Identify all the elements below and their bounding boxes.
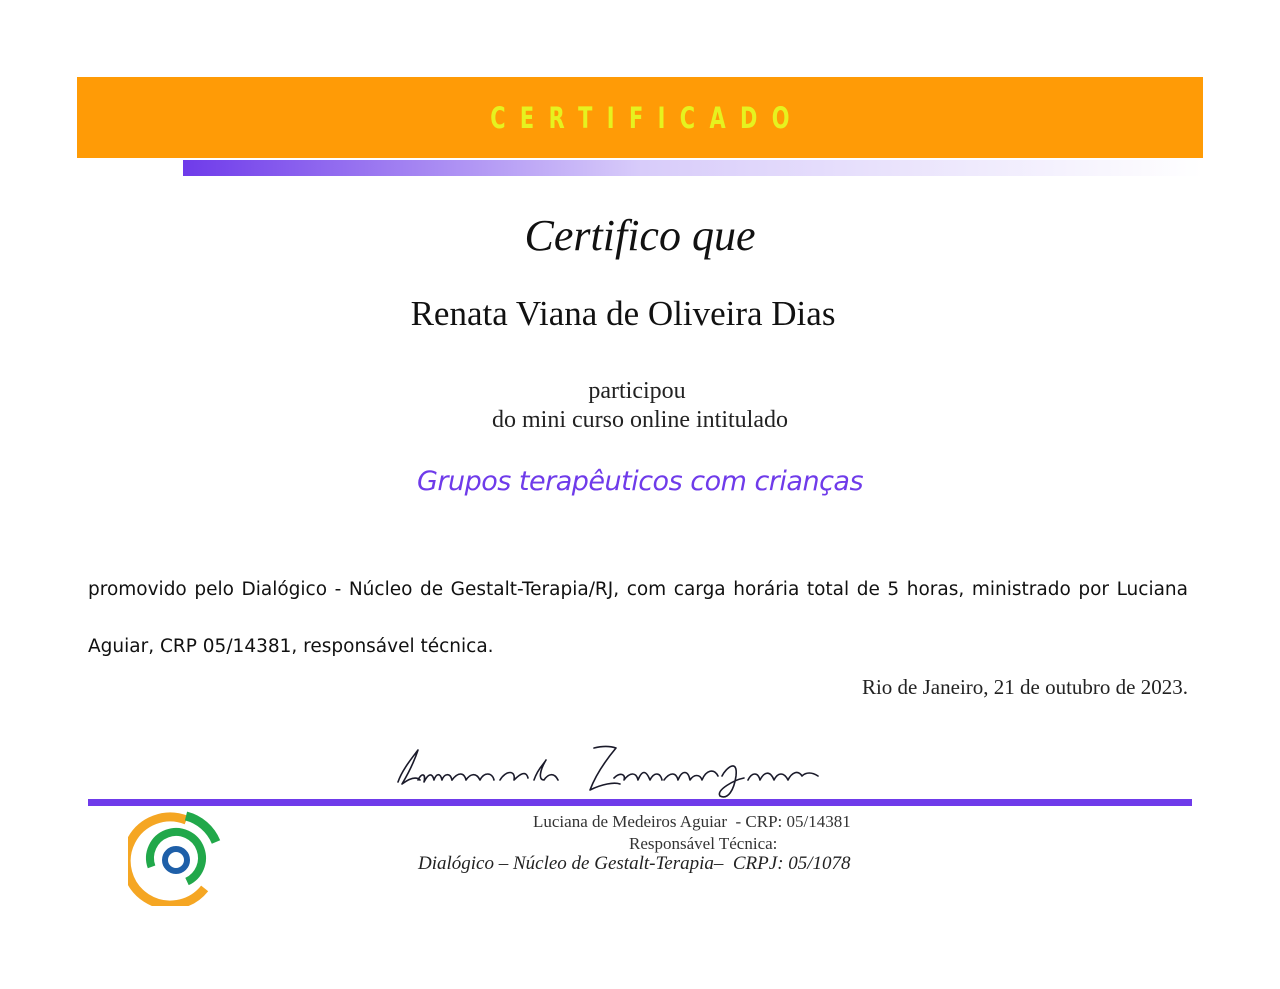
recipient-name: Renata Viana de Oliveira Dias	[410, 294, 836, 333]
gradient-accent-bar	[183, 160, 1203, 176]
certificate-title: CERTIFICADO	[490, 100, 805, 135]
dialogico-logo-icon	[128, 810, 224, 906]
certificate-body: promovido pelo Dialógico - Núcleo de Gestalt-Terapia/RJ, com carga horária total de 5 horas, ministrado por Luciana Aguiar, CRP 05/14381, responsável técnica.	[88, 579, 1188, 657]
signatory-organization: Dialógico – Núcleo de Gestalt-Terapia– CRPJ: 05/1078	[418, 853, 851, 874]
course-title: Grupos terapêuticos com crianças	[416, 466, 864, 497]
issue-date: Rio de Janeiro, 21 de outubro de 2023.	[861, 675, 1188, 699]
course-intro-text: do mini curso online intitulado	[492, 407, 788, 433]
certifico-heading: Certifico que	[524, 211, 756, 260]
participation-text: participou	[588, 378, 686, 404]
signatory-name: Luciana de Medeiros Aguiar - CRP: 05/14381	[533, 812, 851, 831]
certificate-banner	[77, 77, 1203, 158]
signature-divider	[88, 799, 1192, 806]
handwritten-signature	[388, 740, 838, 802]
signatory-role: Responsável Técnica:	[629, 834, 778, 853]
